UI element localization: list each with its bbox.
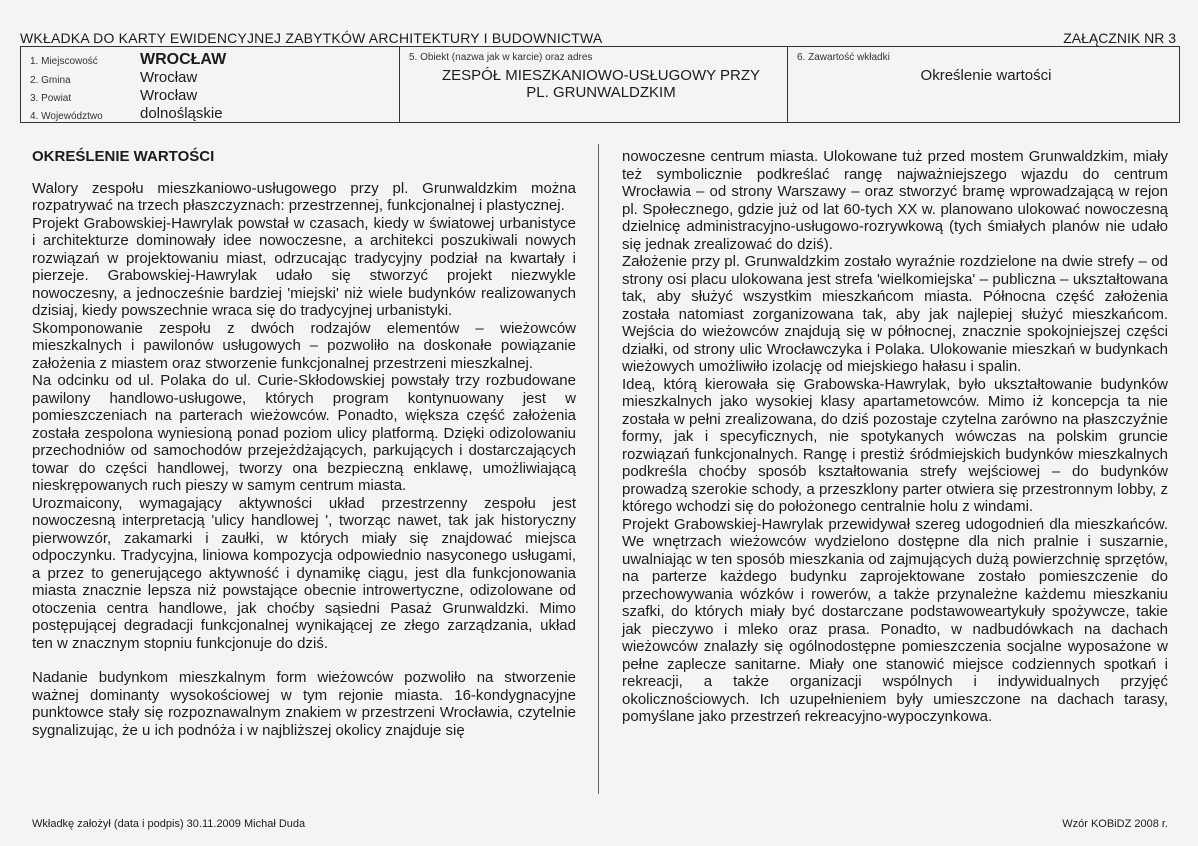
left-column bbox=[32, 148, 576, 739]
paragraph: Projekt Grabowskiej-Hawrylak powstał w czasach, kiedy w światowej urbanistyce i architekturze dominowały idee nowoczesne, a architekci poszukiwali nowych rozwiązań w projektowaniu miast, odrzucając tradycyjny podział na kwartały i pierzeje. Grabowskiej-Hawrylak udało się stworzyć projekt niezwykle nowoczesny, a jednocześnie bardziej 'miejski' niż wiele budynków realizowanych dzisiaj, kiedy powszechnie wraca się do tradycyjnej urbanistyki. bbox=[32, 214, 576, 319]
location-cell bbox=[21, 47, 399, 122]
insert-content-value: Określenie wartości bbox=[920, 67, 1052, 84]
paragraph: Walory zespołu mieszkaniowo-usługowego przy pl. Grunwaldzkim można rozpatrywać na trzech płaszczyznach: przestrzennej, funkcjonalnej i plastycznej. bbox=[32, 179, 576, 214]
paragraph: nowoczesne centrum miasta. Ulokowane tuż przed mostem Grunwaldzkim, miały też symbolicznie podkreślać rangę najważniejszego wjazdu do centrum Wrocławia – od strony Warszawy – oraz stworzyć bramę wprowadzającą w rejon pl. Społecznego, gdzie już od lat 60-tych XX w. planowano ulokować nowoczesną dzielnicę administracyjno-usługowo-rozrywkową (tych śmiałych planów nie udało się jednak zrealizować do dziś). bbox=[622, 148, 1168, 253]
annex-number: ZAŁĄCZNIK NR 3 bbox=[1063, 30, 1176, 46]
section-heading: OKREŚLENIE WARTOŚCI bbox=[32, 148, 215, 165]
field-town-label: 1. Miejscowość bbox=[30, 56, 98, 67]
field-county-label: 3. Powiat bbox=[30, 93, 72, 104]
field-commune-value: Wrocław bbox=[140, 69, 198, 86]
object-label: 5. Obiekt (nazwa jak w karcie) oraz adres bbox=[409, 52, 593, 63]
paragraph: Projekt Grabowskiej-Hawrylak przewidywał szereg udogodnień dla mieszkańców. We wnętrzach wieżowców wydzielono dostępne dla nich pralnie i suszarnie, uwalniając w ten sposób mieszkania od zajmujących dużą powierzchnię sprzętów, na parterze każdego budynku zaprojektowane zostało pomieszczenie do przechowywania wózków i rowerów, a także przynależne każdemu mieszkaniu szafki, do których miały być dostarczane podstawoweartykuły spożywcze, takie jak pieczywo i mleko oraz prasa. Ponadto, w nadbudówkach na dachach wieżowców znalazły się ogólnodostępne pomieszczenia socjalne wyposażone w pełne zaplecze sanitarne. Miały one stanowić miejsce codziennych spotkań i rekreacji, a także organizacji wspólnych i indywidualnych przyjęć okolicznościowych. Ich uzupełnieniem były umieszczone na dachach tarasy, pomyślane jako przestrzeń rekreacyjno-wypoczynkowa. bbox=[622, 515, 1168, 725]
column-divider bbox=[598, 144, 599, 794]
paragraph: Nadanie budynkom mieszkalnym form wieżowców pozwoliło na stworzenie ważnej dominanty wysokościowej w tym rejonie miasta. 16-kondygnacyjne punktowce stały się rozpoznawalnym znakiem w przestrzeni Wrocławia, czytelnie sygnalizując, że u ich podnóża i w najbliższej okolicy znajduje się bbox=[32, 669, 576, 739]
field-town-value: WROCŁAW bbox=[140, 51, 227, 68]
object-name bbox=[401, 67, 801, 101]
field-commune-label: 2. Gmina bbox=[30, 75, 71, 86]
paragraph: Skomponowanie zespołu z dwóch rodzajów elementów – wieżowców mieszkalnych i pawilonów usługowych – pozwoliło na doskonałe powiązanie założenia z miastem oraz stworzenie funkcjonalnej przestrzeni mieszkalnej. bbox=[32, 319, 576, 372]
header-divider bbox=[787, 47, 788, 122]
right-column bbox=[622, 148, 1168, 726]
footer-template: Wzór KOBiDZ 2008 r. bbox=[1062, 818, 1168, 830]
paragraph: Na odcinku od ul. Polaka do ul. Curie-Skłodowskiej powstały trzy rozbudowane pawilony handlowo-usługowe, których program kontynuowany jest w pomieszczeniach na parterach wieżowców. Ponadto, większa część założenia została zespolona wyniesioną ponad poziom ulicy platformą. Dzięki odizolowaniu przechodniów od samochodów przejeżdżających, parkujących i dostarczających towar do części handlowej, tworzy ona bezpieczną enklawę, umożliwiającą nieskrępowanych ruch pieszy w samym centrum miasta. bbox=[32, 372, 576, 494]
document-title: WKŁADKA DO KARTY EWIDENCYJNEJ ZABYTKÓW ARCHITEKTURY I BUDOWNICTWA bbox=[20, 30, 603, 46]
header-divider bbox=[399, 47, 400, 122]
paragraph: Ideą, którą kierowała się Grabowska-Hawrylak, było ukształtowanie budynków mieszkalnych jako wysokiej klasy apartametowców. Mimo iż koncepcja ta nie została w pełni zrealizowana, do dziś pozostaje czytelna zarówno na płaszczyźnie formy, jak i specyficznych, nie spotykanych wówczas na polskim gruncie rozwiązań funkcjonalnych. Rangę i prestiż śródmiejskich budynków mieszkalnych podkreśla choćby sposób kształtowania strefy wejściowej – do budynków prowadzą szerokie schody, a przeszklony parter otwiera się przestronnym lobby, z którego wchodzi się do położonego centralnie holu z windami. bbox=[622, 375, 1168, 515]
footer-created-by: Wkładkę założył (data i podpis) 30.11.2009 Michał Duda bbox=[32, 818, 306, 830]
header-table bbox=[20, 46, 1180, 123]
object-name-line1: ZESPÓŁ MIESZKANIOWO-USŁUGOWY PRZY bbox=[441, 67, 761, 84]
field-voivodeship-value: dolnośląskie bbox=[140, 105, 223, 122]
paragraph: Urozmaicony, wymagający aktywności układ przestrzenny zespołu jest nowoczesną interpretacją 'ulicy handlowej ', tworząc nawet, tak jak historyczny pierwowzór, zakamarki i zaułki, w których miały się znajdować miejsca odpoczynku. Tradycyjna, liniowa kompozycja odpowiednio nasyconego usługami, a przez to generującego aktywność i dynamikę ciągu, jest dla funkcjonowania miasta znacznie lepsza niż powstające obecnie introwertyczne, odizolowane od otoczenia centra handlowe, jak choćby sąsiedni Pasaż Grunwaldzki. Mimo postępującej degradacji funkcjonalnej wynikającej ze złego zarządzania, układ ten w znacznym stopniu funkcjonuje do dziś. bbox=[32, 494, 576, 652]
object-name-line2: PL. GRUNWALDZKIM bbox=[526, 84, 676, 101]
field-voivodeship-label: 4. Województwo bbox=[30, 111, 103, 122]
paragraph: Założenie przy pl. Grunwaldzkim zostało wyraźnie rozdzielone na dwie strefy – od strony osi placu ulokowana jest strefa 'wielkomiejska' – publiczna – ukształtowana tak, aby służyć wszystkim mieszkańcom miasta. Północna część założenia została natomiast zorganizowana tak, aby jak najlepiej służyć mieszkańcom. Wejścia do wieżowców znajdują się w północnej, znacznie spokojniejszej części działki, od strony ulic Wrocławczyka i Polaka. Ulokowanie mieszkań w budynkach wieżowych umożliwiło izolację od miejskiego hałasu i spalin. bbox=[622, 253, 1168, 375]
paragraph-gap bbox=[32, 652, 576, 669]
insert-content-label: 6. Zawartość wkładki bbox=[797, 52, 890, 63]
field-county-value: Wrocław bbox=[140, 87, 198, 104]
